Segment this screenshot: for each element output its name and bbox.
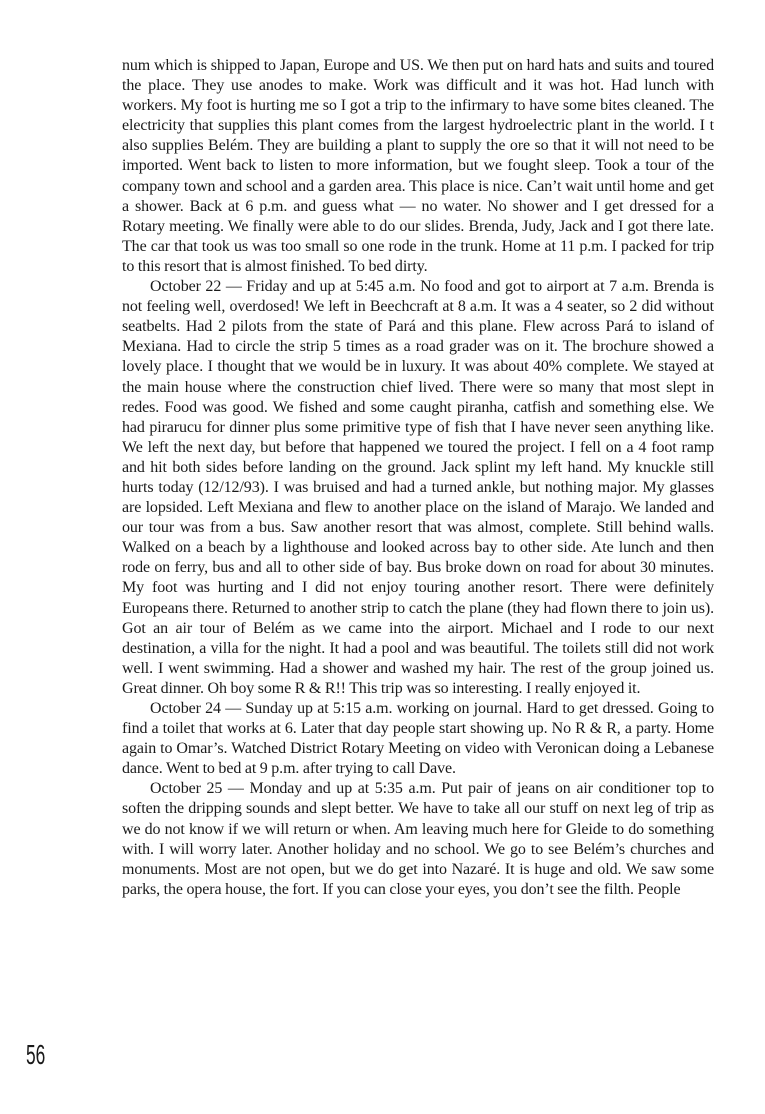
paragraph-1: num which is shipped to Japan, Europe and US. We then put on hard hats and suits and toured the place. They use anodes to make. Work was difficult and it was hot. Had lunch with workers. My foot is hurting me so I got a trip to the infirmary to have some bites cleaned. The electricity that supplies this plant comes from the largest hydroelectric plant in the world. I t also supplies Belém. They are building a plant to supply the ore so that it will not need to be imported. Went back to listen to more information, but we fought sleep. Took a tour of the company town and school and a garden area. This place is nice. Can’t wait until home and get a shower. Back at 6 p.m. and guess what — no water. No shower and I get dressed for a Rotary meeting. We finally were able to do our slides. Brenda, Judy, Jack and I got there late. The car that took us was too small so one rode in the trunk. Home at 11 p.m. I packed for trip to this resort that is almost finished. To bed dirty. <box>122 57 714 275</box>
body-text <box>122 56 714 900</box>
page-number: 56 <box>26 1039 46 1070</box>
paragraph-october-24: October 24 — Sunday up at 5:15 a.m. working on journal. Hard to get dressed. Going to find a toilet that works at 6. Later that day people start showing up. No R & R, a party. Home again to Omar’s. Watched District Rotary Meeting on video with Veronican doing a Lebanese dance. Went to bed at 9 p.m. after trying to call Dave. <box>122 700 714 778</box>
paragraph-october-22: October 22 — Friday and up at 5:45 a.m. No food and got to airport at 7 a.m. Brenda is not feeling well, overdosed! We left in Beechcraft at 8 a.m. It was a 4 seater, so 2 did without seatbelts. Had 2 pilots from the state of Pará and this plane. Flew across Pará to island of Mexiana. Had to circle the strip 5 times as a road grader was on it. The brochure showed a lovely place. I thought that we would be in luxury. It was about 40% complete. We stayed at the main house where the construction chief lived. There were so many that most slept in redes. Food was good. We fished and some caught piranha, catfish and something else. We had pirarucu for dinner plus some primitive type of fish that I have never seen anything like. We left the next day, but before that happened we toured the project. I fell on a 4 foot ramp and hit both sides before landing on the ground. Jack splint my left hand. My knuckle still hurts today (12/12/93). I was bruised and had a turned ankle, but nothing major. My glasses are lopsided. Left Mexiana and flew to another place on the island of Marajo. We landed and our tour was from a bus. Saw another resort that was almost, complete. Still behind walls. Walked on a beach by a lighthouse and looked across bay to other side. Ate lunch and then rode on ferry, bus and all to other side of bay. Bus broke down on road for about 30 minutes. My foot was hurting and I did not enjoy touring another resort. There were definitely Europeans there. Returned to another strip to catch the plane (they had flown there to join us). Got an air tour of Belém as we came into the airport. Michael and I rode to our next destination, a villa for the night. It had a pool and was beautiful. The toilets still did not work well. I went swimming. Had a shower and washed my hair. The rest of the group joined us. Great dinner. Oh boy some R & R!! This trip was so interesting. I really enjoyed it. <box>122 278 714 697</box>
paragraph-october-25: October 25 — Monday and up at 5:35 a.m. Put pair of jeans on air conditioner top to soften the dripping sounds and slept better. We have to take all our stuff on next leg of trip as we do not know if we will return or when. Am leaving much here for Gleide to do something with. I will worry later. Another holiday and no school. We go to see Belém’s churches and monuments. Most are not open, but we do get into Nazaré. It is huge and old. We saw some parks, the opera house, the fort. If you can close your eyes, you don’t see the filth. People <box>122 780 714 898</box>
